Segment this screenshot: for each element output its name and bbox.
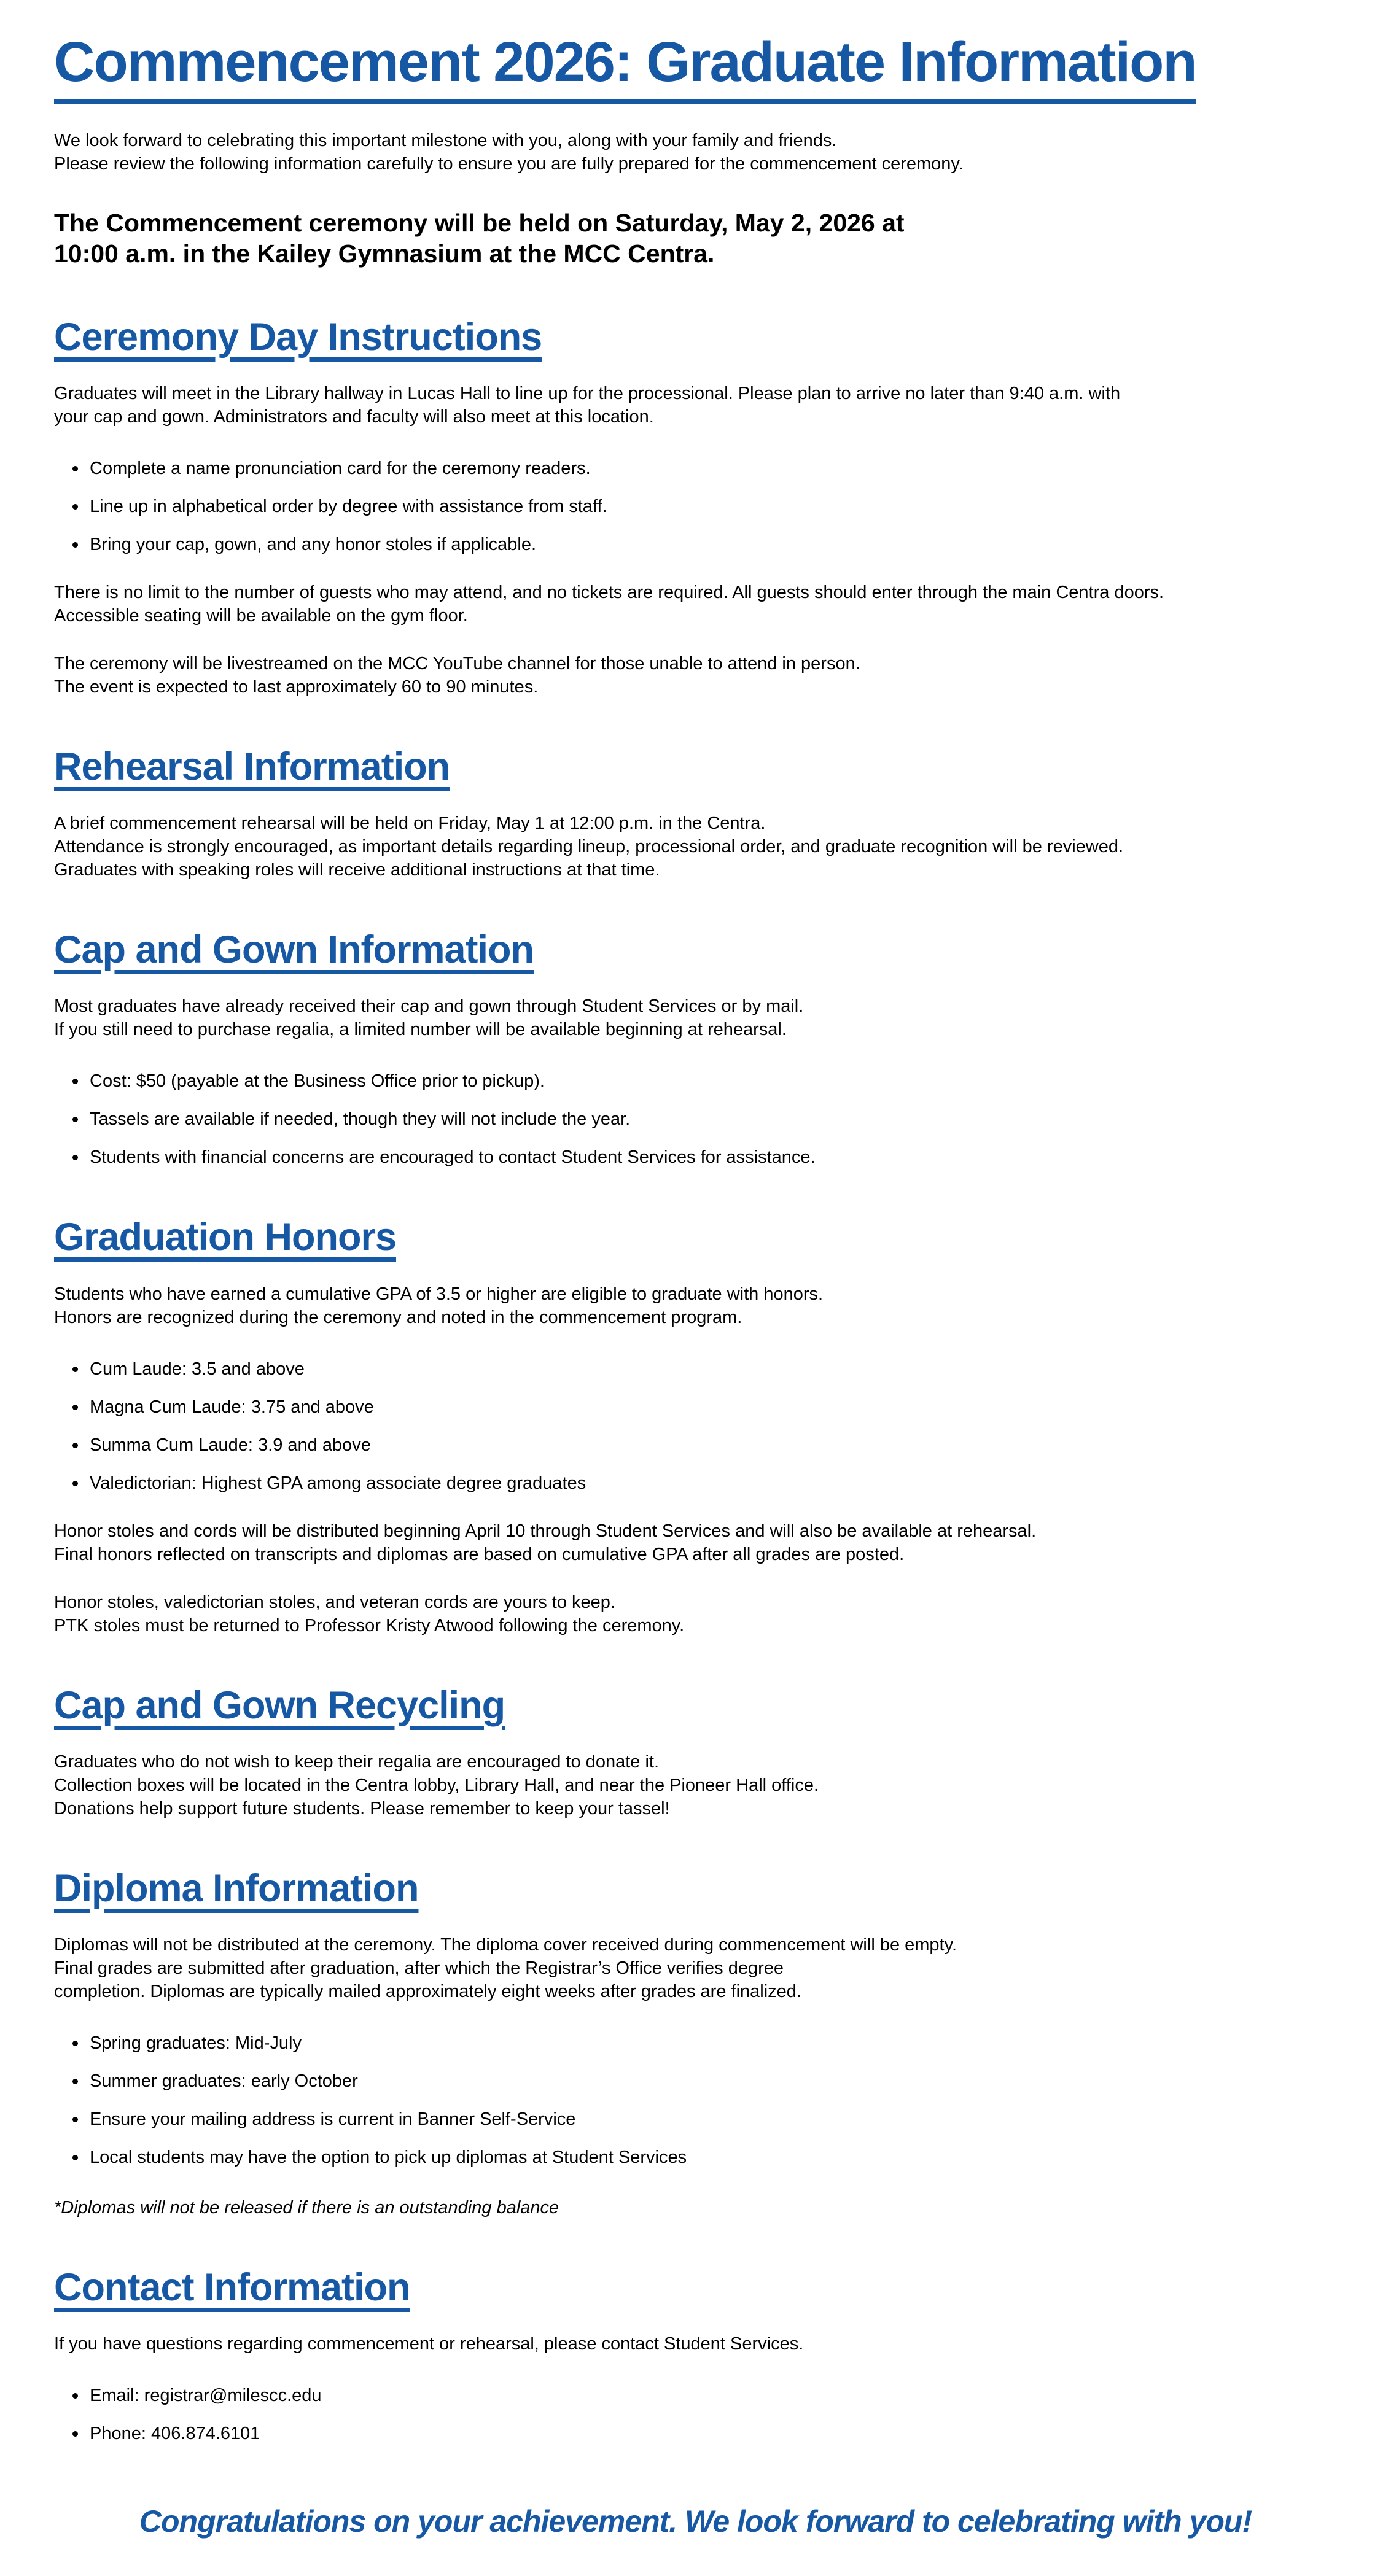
contact-paragraph-1: If you have questions regarding commencement or rehearsal, please contact Student Services. bbox=[54, 2334, 804, 2354]
recycling-paragraph-1 bbox=[54, 1750, 1337, 1820]
diploma-bullet-list bbox=[54, 2031, 1337, 2169]
cap-gown-p1-line-2: If you still need to purchase regalia, a limited number will be available beginning at rehearsal. bbox=[54, 1020, 787, 1040]
section-diploma-information bbox=[54, 1868, 1337, 2219]
ceremony-heading: Ceremony Day Instructions bbox=[54, 316, 542, 359]
honors-bullet-list bbox=[54, 1357, 1337, 1495]
ceremony-p2-line-2: Accessible seating will be available on the gym floor. bbox=[54, 606, 468, 626]
bullet-item: Bring your cap, gown, and any honor stoles if applicable. bbox=[54, 533, 1337, 556]
recycling-p1-line-1: Graduates who do not wish to keep their regalia are encouraged to donate it. bbox=[54, 1752, 660, 1772]
ceremony-p2-line-1: There is no limit to the number of guests who may attend, and no tickets are required. All guests should enter through the main Centra doors. bbox=[54, 583, 1164, 603]
ceremony-bullet-list bbox=[54, 457, 1337, 556]
event-line-2: 10:00 a.m. in the Kailey Gymnasium at the MCC Centra. bbox=[54, 239, 715, 268]
intro-line-2: Please review the following information carefully to ensure you are fully prepared for the commencement ceremony. bbox=[54, 154, 964, 174]
honors-p2-line-1: Honor stoles and cords will be distributed beginning April 10 through Student Services and will also be available at rehearsal. bbox=[54, 1521, 1037, 1541]
bullet-item: Magna Cum Laude: 3.75 and above bbox=[54, 1395, 1337, 1419]
ceremony-p1-line-2: your cap and gown. Administrators and faculty will also meet at this location. bbox=[54, 407, 654, 427]
diploma-heading: Diploma Information bbox=[54, 1866, 419, 1910]
bullet-item: Cost: $50 (payable at the Business Office prior to pickup). bbox=[54, 1069, 1337, 1093]
contact-heading: Contact Information bbox=[54, 2265, 410, 2309]
ceremony-paragraph-1 bbox=[54, 382, 1337, 429]
bullet-item: Line up in alphabetical order by degree with assistance from staff. bbox=[54, 495, 1337, 518]
bullet-item: Spring graduates: Mid-July bbox=[54, 2031, 1337, 2055]
section-ceremony-day-instructions bbox=[54, 317, 1337, 699]
rehearsal-p1-line-2: Attendance is strongly encouraged, as important details regarding lineup, processional order, and graduate recognition will be reviewed. bbox=[54, 837, 1124, 857]
cap-gown-heading: Cap and Gown Information bbox=[54, 928, 534, 972]
honors-paragraph-3 bbox=[54, 1591, 1337, 1637]
section-cap-and-gown-information bbox=[54, 929, 1337, 1169]
ceremony-paragraph-3 bbox=[54, 652, 1337, 699]
bullet-item: Complete a name pronunciation card for the ceremony readers. bbox=[54, 457, 1337, 480]
bullet-item: Local students may have the option to pick up diplomas at Student Services bbox=[54, 2146, 1337, 2169]
ceremony-p3-line-1: The ceremony will be livestreamed on the MCC YouTube channel for those unable to attend in person. bbox=[54, 654, 860, 674]
section-rehearsal-information bbox=[54, 747, 1337, 882]
bullet-item: Ensure your mailing address is current in Banner Self-Service bbox=[54, 2108, 1337, 2131]
bullet-item: Students with financial concerns are encouraged to contact Student Services for assistance. bbox=[54, 1146, 1337, 1169]
diploma-p1-line-3: completion. Diplomas are typically mailed approximately eight weeks after grades are finalized. bbox=[54, 1981, 801, 2001]
cap-gown-paragraph-1 bbox=[54, 995, 1337, 1041]
diploma-paragraph-1 bbox=[54, 1933, 1337, 2003]
bullet-item: Tassels are available if needed, though they will not include the year. bbox=[54, 1108, 1337, 1131]
cap-gown-p1-line-1: Most graduates have already received their cap and gown through Student Services or by mail. bbox=[54, 996, 804, 1017]
ceremony-p3-line-2: The event is expected to last approximately 60 to 90 minutes. bbox=[54, 677, 539, 697]
bullet-item: Summa Cum Laude: 3.9 and above bbox=[54, 1433, 1337, 1457]
footer-message: Congratulations on your achievement. We look forward to celebrating with you! bbox=[139, 2504, 1252, 2539]
diploma-p1-line-1: Diplomas will not be distributed at the ceremony. The diploma cover received during commencement will be empty. bbox=[54, 1934, 957, 1955]
bullet-item: Cum Laude: 3.5 and above bbox=[54, 1357, 1337, 1381]
ceremony-paragraph-2 bbox=[54, 581, 1337, 627]
honors-heading: Graduation Honors bbox=[54, 1216, 397, 1259]
recycling-heading: Cap and Gown Recycling bbox=[54, 1683, 505, 1727]
recycling-p1-line-2: Collection boxes will be located in the Centra lobby, Library Hall, and near the Pioneer Hall office. bbox=[54, 1775, 819, 1795]
ceremony-p1-line-1: Graduates will meet in the Library hallway in Lucas Hall to line up for the processional. Please plan to arrive no later than 9:40 a.m. with bbox=[54, 384, 1121, 404]
bullet-item: Valedictorian: Highest GPA among associate degree graduates bbox=[54, 1472, 1337, 1495]
recycling-p1-line-3: Donations help support future students. Please remember to keep your tassel! bbox=[54, 1798, 670, 1818]
event-line-1: The Commencement ceremony will be held on Saturday, May 2, 2026 at bbox=[54, 209, 905, 237]
rehearsal-heading: Rehearsal Information bbox=[54, 745, 450, 789]
honors-p1-line-1: Students who have earned a cumulative GPA of 3.5 or higher are eligible to graduate with honors. bbox=[54, 1284, 824, 1304]
section-cap-and-gown-recycling bbox=[54, 1685, 1337, 1820]
honors-p2-line-2: Final honors reflected on transcripts and diplomas are based on cumulative GPA after all grades are posted. bbox=[54, 1544, 905, 1564]
event-details bbox=[54, 208, 1337, 269]
intro-line-1: We look forward to celebrating this important milestone with you, along with your family and friends. bbox=[54, 131, 837, 150]
rehearsal-p1-line-1: A brief commencement rehearsal will be held on Friday, May 1 at 12:00 p.m. in the Centra. bbox=[54, 813, 766, 834]
honors-paragraph-2 bbox=[54, 1519, 1337, 1566]
page-title: Commencement 2026: Graduate Information bbox=[54, 34, 1196, 104]
honors-p3-line-2: PTK stoles must be returned to Professor Kristy Atwood following the ceremony. bbox=[54, 1615, 685, 1635]
diploma-balance-note: *Diplomas will not be released if there is an outstanding balance bbox=[54, 2197, 559, 2217]
intro-paragraph bbox=[54, 129, 1337, 176]
rehearsal-paragraph-1 bbox=[54, 812, 1337, 882]
rehearsal-p1-line-3: Graduates with speaking roles will receive additional instructions at that time. bbox=[54, 860, 660, 880]
honors-p3-line-1: Honor stoles, valedictorian stoles, and veteran cords are yours to keep. bbox=[54, 1592, 615, 1612]
honors-p1-line-2: Honors are recognized during the ceremony and noted in the commencement program. bbox=[54, 1307, 742, 1327]
section-graduation-honors bbox=[54, 1217, 1337, 1637]
contact-bullet-list bbox=[54, 2384, 1337, 2445]
diploma-p1-line-2: Final grades are submitted after graduation, after which the Registrar’s Office verifies degree bbox=[54, 1958, 784, 1978]
honors-paragraph-1 bbox=[54, 1282, 1337, 1329]
section-contact-information bbox=[54, 2267, 1337, 2445]
contact-email-item: Email: registrar@milescc.edu bbox=[54, 2384, 1337, 2407]
cap-gown-bullet-list bbox=[54, 1069, 1337, 1169]
bullet-item: Summer graduates: early October bbox=[54, 2070, 1337, 2093]
contact-phone-item: Phone: 406.874.6101 bbox=[54, 2422, 1337, 2445]
